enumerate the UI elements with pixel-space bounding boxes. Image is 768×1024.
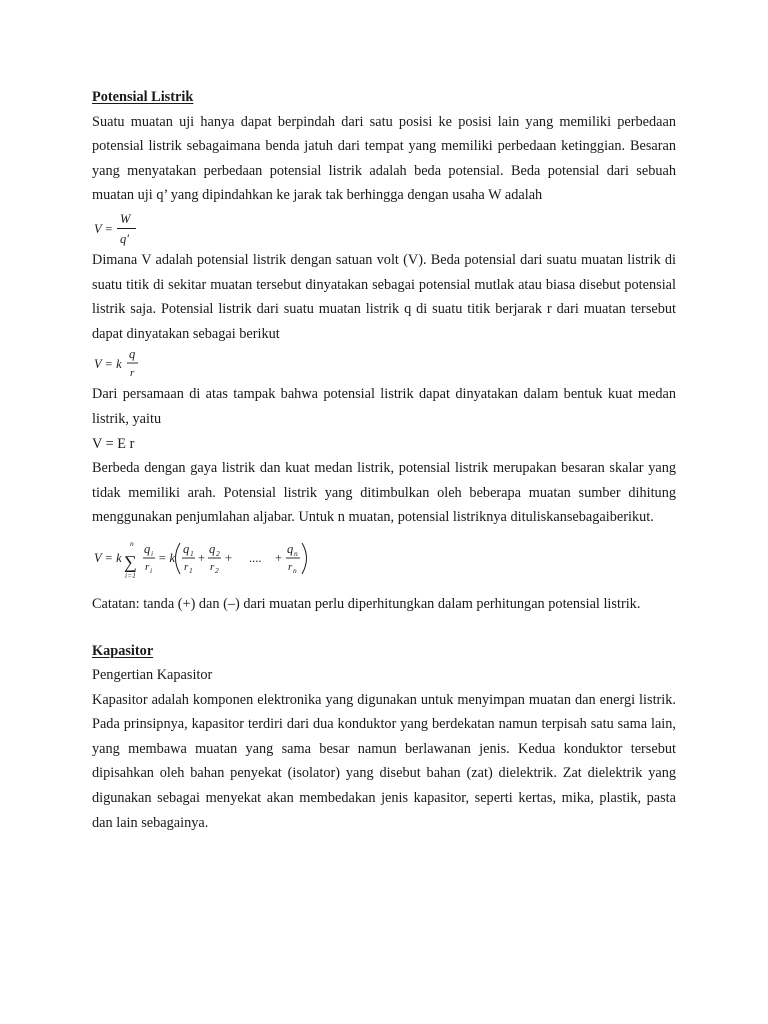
eq4-sum-bottom: i=1 [125, 570, 136, 580]
eq2-denominator: r [130, 367, 135, 380]
eq4-frac-num: q [144, 541, 151, 556]
section-title-kapasitor: Kapasitor [92, 642, 154, 659]
eq2-numerator: q [129, 347, 136, 362]
eq4-t2-den-sub: 2 [215, 565, 219, 575]
eq4-dots: .... [249, 550, 262, 565]
left-paren [176, 543, 181, 574]
eq4-t1-num: q [183, 541, 190, 556]
document-body [92, 85, 676, 835]
eq4-frac-den: r [145, 560, 150, 573]
subsection-title-pengertian: Pengertian Kapasitor [92, 667, 213, 684]
eq4-frac-num-sub: i [151, 548, 154, 558]
eq4-tn-den: r [288, 560, 293, 573]
eq4-plus-2: + [225, 550, 233, 565]
eq4-plus-3: + [275, 550, 283, 565]
eq1-numerator: W [120, 211, 131, 226]
paragraph-kuat-medan: Dari persamaan di atas tampak bahwa potensial listrik dapat dinyatakan dalam bentuk kuat medan listrik, yaitu [92, 386, 676, 427]
eq4-t1-num-sub: 1 [190, 548, 194, 558]
eq1-denominator: q' [120, 231, 129, 246]
paragraph-kapasitor: Kapasitor adalah komponen elektronika yang digunakan untuk menyimpan muatan dan energi listrik. Pada prinsipnya, kapasitor terdiri dari dua konduktor yang berdekatan namun terpisah satu sama lain, yang membawa muatan yang sama besar namun berlawanan jenis. Kedua konduktor tersebut dipisahkan oleh bahan penyekat (isolator) yang disebut bahan (zat) dielektrik. Zat dielektrik yang digunakan sebagai menyekat akan membedakan jenis kapasitor, seperti kertas, mika, plastik, pasta dan lain sebagainya. [92, 691, 676, 831]
paragraph-intro: Suatu muatan uji hanya dapat berpindah dari satu posisi ke posisi lain yang memiliki perbedaan potensial listrik sebagaimana benda jatuh dari tempat yang memiliki perbedaan ketinggian. Besaran yang menyatakan perbedaan potensial listrik adalah beda potensial. Beda potensial dari sebuah muatan uji q’ yang dipindahkan ke jarak tak berhingga dengan usaha W adalah [92, 113, 676, 204]
eq1-lhs: V = [94, 221, 113, 236]
equation-v-kq-r [92, 346, 212, 382]
eq4-t2-den: r [210, 560, 215, 573]
eq4-tn-num: q [287, 541, 294, 556]
sigma-symbol: ∑ [124, 551, 137, 572]
equation-v-er: V = E r [92, 435, 135, 452]
paragraph-potensial-mutlak: Dimana V adalah potensial listrik dengan satuan volt (V). Beda potensial dari suatu muatan listrik di suatu titik di sekitar muatan tersebut dinyatakan sebagai potensial mutlak atau biasa disebut potensial listrik saja. Potensial listrik dari suatu muatan listrik q di suatu titik berjarak r dari muatan tersebut dapat dinyatakan sebagai berikut [92, 251, 676, 342]
eq4-t1-den: r [184, 560, 189, 573]
eq4-frac-den-sub: i [150, 565, 153, 575]
eq4-t1-den-sub: 1 [189, 565, 193, 575]
eq4-tn-num-sub: n [294, 548, 298, 558]
eq4-tn-den-sub: n [293, 565, 297, 575]
section-title-potensial-listrik: Potensial Listrik [92, 89, 194, 105]
eq4-lhs: V = k [94, 550, 122, 565]
eq4-t2-num: q [209, 541, 216, 556]
eq2-lhs: V = k [94, 357, 122, 372]
eq4-equals-k: = k [158, 550, 176, 565]
eq4-sum-top: n [130, 538, 134, 548]
paragraph-catatan: Catatan: tanda (+) dan (–) dari muatan perlu diperhitungkan dalam perhitungan potensial listrik. [92, 595, 641, 612]
eq4-t2-num-sub: 2 [216, 548, 220, 558]
eq4-plus-1: + [198, 550, 206, 565]
paragraph-besaran-skalar: Berbeda dengan gaya listrik dan kuat medan listrik, potensial listrik merupakan besaran skalar yang tidak memiliki arah. Potensial listrik yang ditimbulkan oleh beberapa muatan sumber dihitung menggunakan penjumlahan aljabar. Untuk n muatan, potensial listriknya dituliskansebagaiberikut. [92, 460, 676, 526]
equation-sum-potential [92, 536, 332, 592]
right-paren [302, 543, 307, 574]
section-spacer [92, 617, 676, 639]
equation-v-w-q [92, 208, 212, 248]
